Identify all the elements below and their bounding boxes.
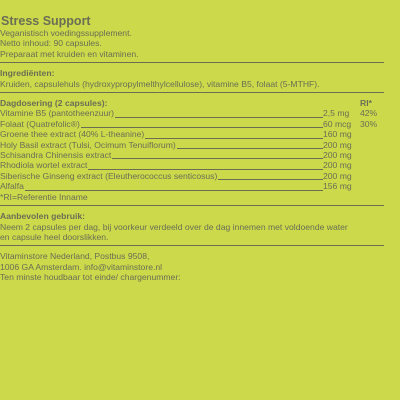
ingredient-name: Rhodiola wortel extract [0,160,88,171]
ingredient-amount: 160 mg [323,129,352,140]
dosage-header [0,98,384,108]
ingredient-ri [360,129,384,139]
product-line-preparation: Preparaat met kruiden en vitaminen. [0,48,139,59]
ingredient-amount: 156 mg [323,181,352,192]
ingredient-ri [360,160,384,170]
product-line-contents: Netto inhoud: 90 capsules. [0,38,102,49]
usage-heading: Aanbevolen gebruik: [0,211,85,222]
table-row [0,108,384,118]
ingredient-ri [360,140,384,150]
table-row [0,119,384,129]
dosage-heading: Dagdosering (2 capsules): [0,98,108,109]
table-row [0,171,384,181]
usage-line: Neem 2 capsules per dag, bij voorkeur verdeeld over de dag innemen met voldoende water [0,221,348,232]
ingredient-ri [360,150,384,160]
ingredient-name: Siberische Ginseng extract (Eleutherococcus senticosus) [0,170,218,181]
ingredient-amount: 60 mcg [323,118,352,129]
ingredient-name: Schisandra Chinensis extract [0,150,112,161]
table-row [0,160,384,170]
ingredient-name: Folaat (Quatrefolic®) [0,118,80,129]
table-row [0,129,384,139]
ingredient-amount: 200 mg [323,150,352,161]
ingredient-name: Holy Basil extract (Tulsi, Ocimum Tenuiflorum) [0,139,176,150]
product-line-type: Veganistisch voedingssupplement. [0,28,132,38]
ingredient-amount: 200 mg [323,160,352,171]
ingredient-name: Groene thee extract (40% L-theanine) [0,129,145,140]
table-row [0,150,384,160]
best-before-label: Ten minste houdbaar tot einde/ chargenummer: [0,272,181,283]
dosage-table [0,98,384,202]
usage-line: en capsule heel doorslikken. [0,231,109,242]
ingredient-amount: 200 mg [323,170,352,181]
label-content [0,14,384,283]
ingredients-heading: Ingrediënten: [0,68,55,79]
company-address: Vitaminstore Nederland, Postbus 9508, [0,251,150,262]
ingredient-amount: 2,5 mg [323,108,350,119]
ingredients-text: Kruiden, capsulehuls (hydroxypropylmelthylcellulose), vitamine B5, folaat (5-MTHF). [0,78,320,89]
ingredient-ri [360,171,384,181]
ingredient-ri: 30% [360,118,378,129]
ingredient-name: Vitamine B5 (pantotheenzuur) [0,108,115,119]
ingredient-amount: 200 mg [323,139,352,150]
ingredient-name: Alfalfa [0,181,24,192]
ingredient-ri: 42% [360,108,378,119]
product-title: Stress Support [1,14,91,28]
ingredient-ri [360,181,384,191]
table-row [0,140,384,150]
company-contact: 1006 GA Amsterdam. info@vitaminstore.nl [0,261,163,272]
ri-heading: RI* [360,98,372,109]
ri-footnote: *RI=Referentie Inname [0,191,88,202]
table-row [0,181,384,191]
